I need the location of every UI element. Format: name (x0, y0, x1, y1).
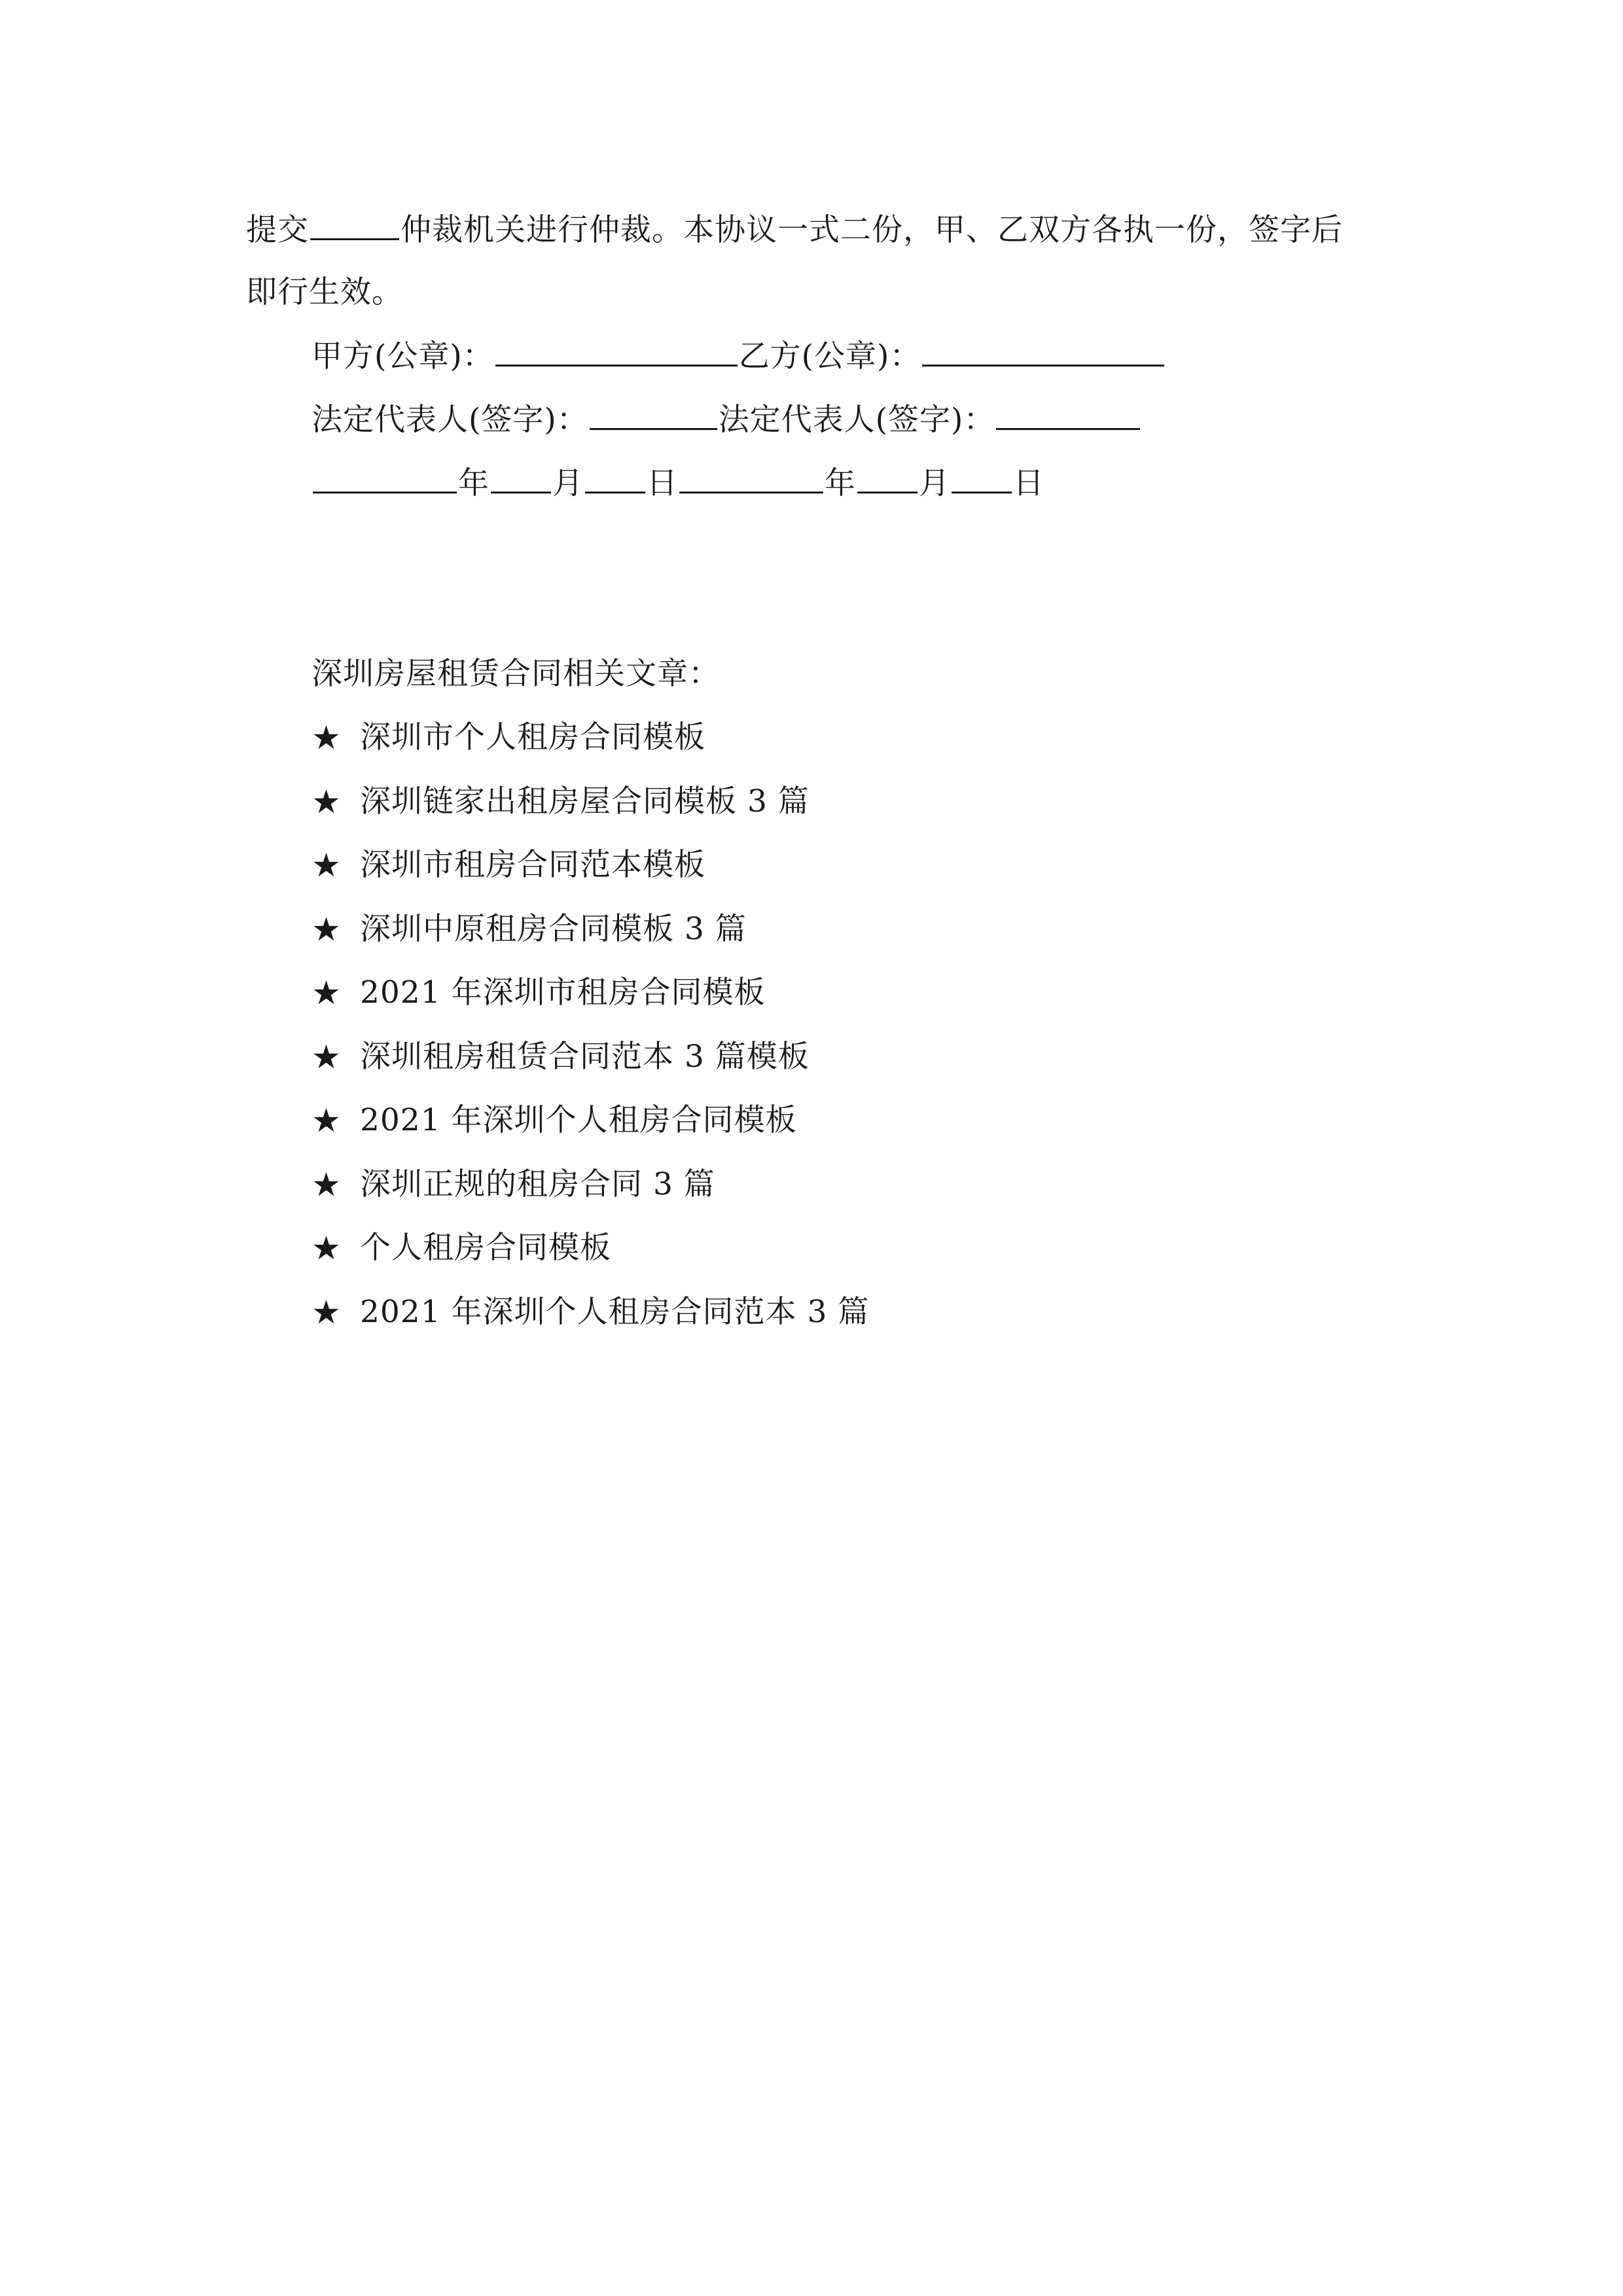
related-article-item[interactable] (312, 1165, 869, 1229)
party-a-year-blank (313, 463, 457, 493)
related-article-link[interactable]: 深圳链家出租房屋合同模板 3 篇 (360, 783, 810, 819)
date-line (312, 463, 1044, 503)
party-b-rep-label: 法定代表人(签字)： (718, 402, 995, 438)
party-b-year-label: 年 (825, 465, 856, 501)
related-article-link[interactable]: 深圳市租房合同范本模板 (360, 847, 705, 883)
star-icon: ★ (312, 974, 342, 1012)
related-article-item[interactable] (312, 846, 869, 910)
related-article-link[interactable]: 2021 年深圳个人租房合同模板 (360, 1102, 797, 1138)
star-icon: ★ (312, 719, 342, 757)
clause-text-effective: 即行生效。 (246, 274, 403, 310)
related-article-link[interactable]: 2021 年深圳市租房合同模板 (360, 975, 766, 1011)
party-a-seal-label: 甲方(公章)： (312, 338, 494, 374)
related-article-item[interactable] (312, 718, 869, 782)
clause-text-end: 仲裁机关进行仲裁。本协议一式二份，甲、乙双方各执一份，签字后 (401, 212, 1343, 248)
related-articles-heading: 深圳房屋租赁合同相关文章： (312, 656, 720, 692)
party-b-day-blank (952, 463, 1012, 493)
related-article-item[interactable] (312, 1293, 869, 1357)
party-a-day-blank (585, 463, 645, 493)
party-b-seal-blank (922, 336, 1164, 367)
star-icon: ★ (312, 782, 342, 821)
related-article-item[interactable] (312, 1037, 869, 1102)
arbitration-body-blank (310, 209, 399, 240)
related-article-link[interactable]: 2021 年深圳个人租房合同范本 3 篇 (360, 1293, 870, 1330)
party-a-day-label: 日 (647, 465, 678, 501)
party-a-month-blank (491, 463, 551, 493)
star-icon: ★ (312, 1102, 342, 1139)
party-a-year-label: 年 (458, 465, 490, 501)
party-b-month-label: 月 (919, 465, 950, 501)
clause-line-2 (246, 273, 403, 312)
party-a-rep-blank (590, 399, 717, 430)
star-icon: ★ (312, 1229, 342, 1267)
related-article-item[interactable] (312, 910, 869, 974)
legal-rep-line (312, 399, 1141, 440)
star-icon: ★ (312, 1165, 342, 1204)
related-article-link[interactable]: 个人租房合同模板 (360, 1230, 611, 1266)
star-icon: ★ (312, 1037, 342, 1076)
related-article-item[interactable] (312, 782, 869, 846)
clause-text-start: 提交 (246, 212, 309, 248)
related-article-link[interactable]: 深圳市个人租房合同模板 (360, 719, 705, 755)
related-articles-list (312, 718, 869, 1356)
party-b-day-label: 日 (1013, 465, 1044, 501)
related-article-item[interactable] (312, 1229, 869, 1293)
star-icon: ★ (312, 910, 342, 948)
related-article-link[interactable]: 深圳租房租赁合同范本 3 篇模板 (360, 1038, 810, 1075)
related-article-item[interactable] (312, 1101, 869, 1165)
party-a-seal-blank (495, 336, 738, 367)
star-icon: ★ (312, 846, 342, 884)
party-b-year-blank (679, 463, 823, 493)
related-article-link[interactable]: 深圳正规的租房合同 3 篇 (360, 1166, 715, 1202)
related-article-link[interactable]: 深圳中原租房合同模板 3 篇 (360, 910, 747, 947)
party-a-rep-label: 法定代表人(签字)： (312, 402, 588, 438)
party-seal-line (312, 336, 1166, 376)
party-b-rep-blank (996, 399, 1140, 430)
star-icon: ★ (312, 1293, 342, 1331)
related-article-item[interactable] (312, 973, 869, 1037)
party-b-month-blank (857, 463, 918, 493)
party-a-month-label: 月 (552, 465, 584, 501)
party-b-seal-label: 乙方(公章)： (738, 338, 921, 374)
clause-line-1 (246, 209, 1343, 250)
